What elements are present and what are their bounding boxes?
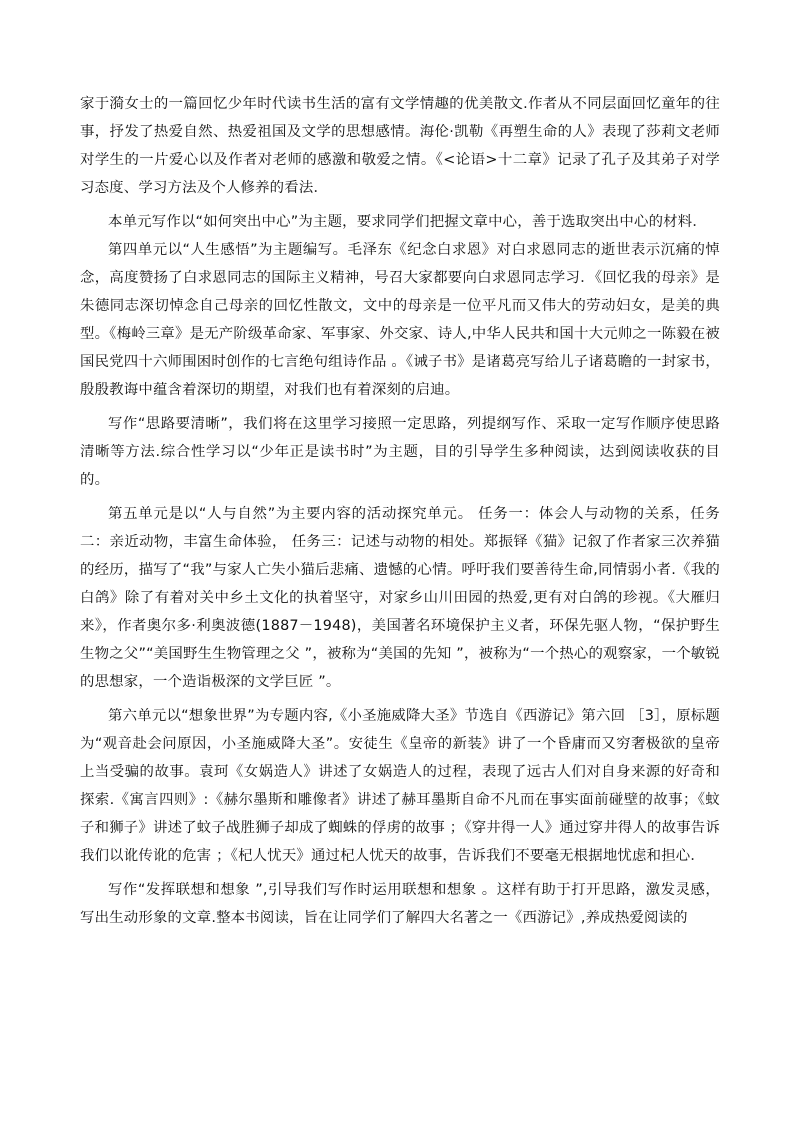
- paragraph-unit4-intro: 第四单元以“人生感悟”为主题编写。毛泽东《纪念白求恩》对白求恩同志的逝世表示沉痛的悼念，高度赞扬了白求恩同志的国际主义精神，号召大家都要向白求恩同志学习．《回忆我的母亲》是朱德同志深切悼念自己母亲的回忆性散文，文中的母亲是一位平凡而又伟大的劳动妇女，是美的典型。《梅岭三章》是无产阶级革命家、军事家、外交家、诗人,中华人民共和国十大元帅之一陈毅在被国民党四十六师围困时创作的七言绝句组诗作品 。《诫子书》是诸葛亮写给儿子诸葛瞻的一封家书，殷殷教诲中蕴含着深切的期望，对我们也有着深刻的启迪。: [80, 242, 720, 398]
- paragraph-unit6-intro: 第六单元以“想象世界”为专题内容,《小圣施威降大圣》节选自《西游记》第六回 ［3］，原标题为“观音赴会问原因，小圣施威降大圣”。安徒生《皇帝的新装》讲了一个昏庸而又穷奢极欲的皇帝上当受骗的故事。袁珂《女娲造人》讲述了女娲造人的过程，表现了远古人们对自身来源的好奇和探索.《寓言四则》:《赫尔墨斯和雕像者》讲述了赫耳墨斯自命不凡而在事实面前碰壁的故事；《蚊子和狮子》讲述了蚊子战胜狮子却成了蜘蛛的俘虏的故事 ；《穿井得一人》通过穿井得人的故事告诉我们以讹传讹的危害 ；《杞人忧天》通过杞人忧天的故事，告诉我们不要毫无根据地忧虑和担心．: [80, 708, 720, 864]
- paragraph-unit3-summary: 家于漪女士的一篇回忆少年时代读书生活的富有文学情趣的优美散文.作者从不同层面回忆童年的往事，抒发了热爱自然、热爱祖国及文学的思想感情。海伦·凯勒《再塑生命的人》表现了莎莉文老师对学生的一片爱心以及作者对老师的感激和敬爱之情。《<论语>十二章》记录了孔子及其弟子对学习态度、学习方法及个人修养的看法．: [80, 96, 720, 196]
- document-body: [80, 90, 720, 932]
- paragraph-unit3-writing: 本单元写作以“如何突出中心”为主题，要求同学们把握文章中心，善于选取突出中心的材料．: [108, 214, 707, 230]
- paragraph-unit6-writing: 写作“发挥联想和想象 ”,引导我们写作时运用联想和想象 。这样有助于打开思路，激发灵感，写出生动形象的文章.整本书阅读，旨在让同学们了解四大名著之一《西游记》,养成热爱阅读的: [80, 882, 720, 926]
- paragraph-unit5-intro: 第五单元是以“人与自然”为主要内容的活动探究单元。 任务一：体会人与动物的关系，任务二：亲近动物，丰富生命体验， 任务三：记述与动物的相处。郑振铎《猫》记叙了作者家三次养猫的经历，描写了“我”与家人亡失小猫后悲痛、遗憾的心情。呼吁我们要善待生命,同情弱小者.《我的白鸽》除了有着对关中乡土文化的执着坚守，对家乡山川田园的热爱,更有对白鸽的珍视。《大雁归来》，作者奥尔多·利奥波德(1887－1948)，美国著名环境保护主义者，环保先驱人物，“保护野生生物之父”“美国野生生物管理之父 ”，被称为“美国的先知 ”，被称为“一个热心的观察家，一个敏锐的思想家，一个造诣极深的文学巨匠 ”。: [80, 506, 720, 690]
- paragraph-unit4-writing: 写作“思路要清晰”，我们将在这里学习接照一定思路，列提纲写作、采取一定写作顺序使思路清晰等方法.综合性学习以“少年正是读书时”为主题，目的引导学生多种阅读，达到阅读收获的目的。: [80, 416, 720, 488]
